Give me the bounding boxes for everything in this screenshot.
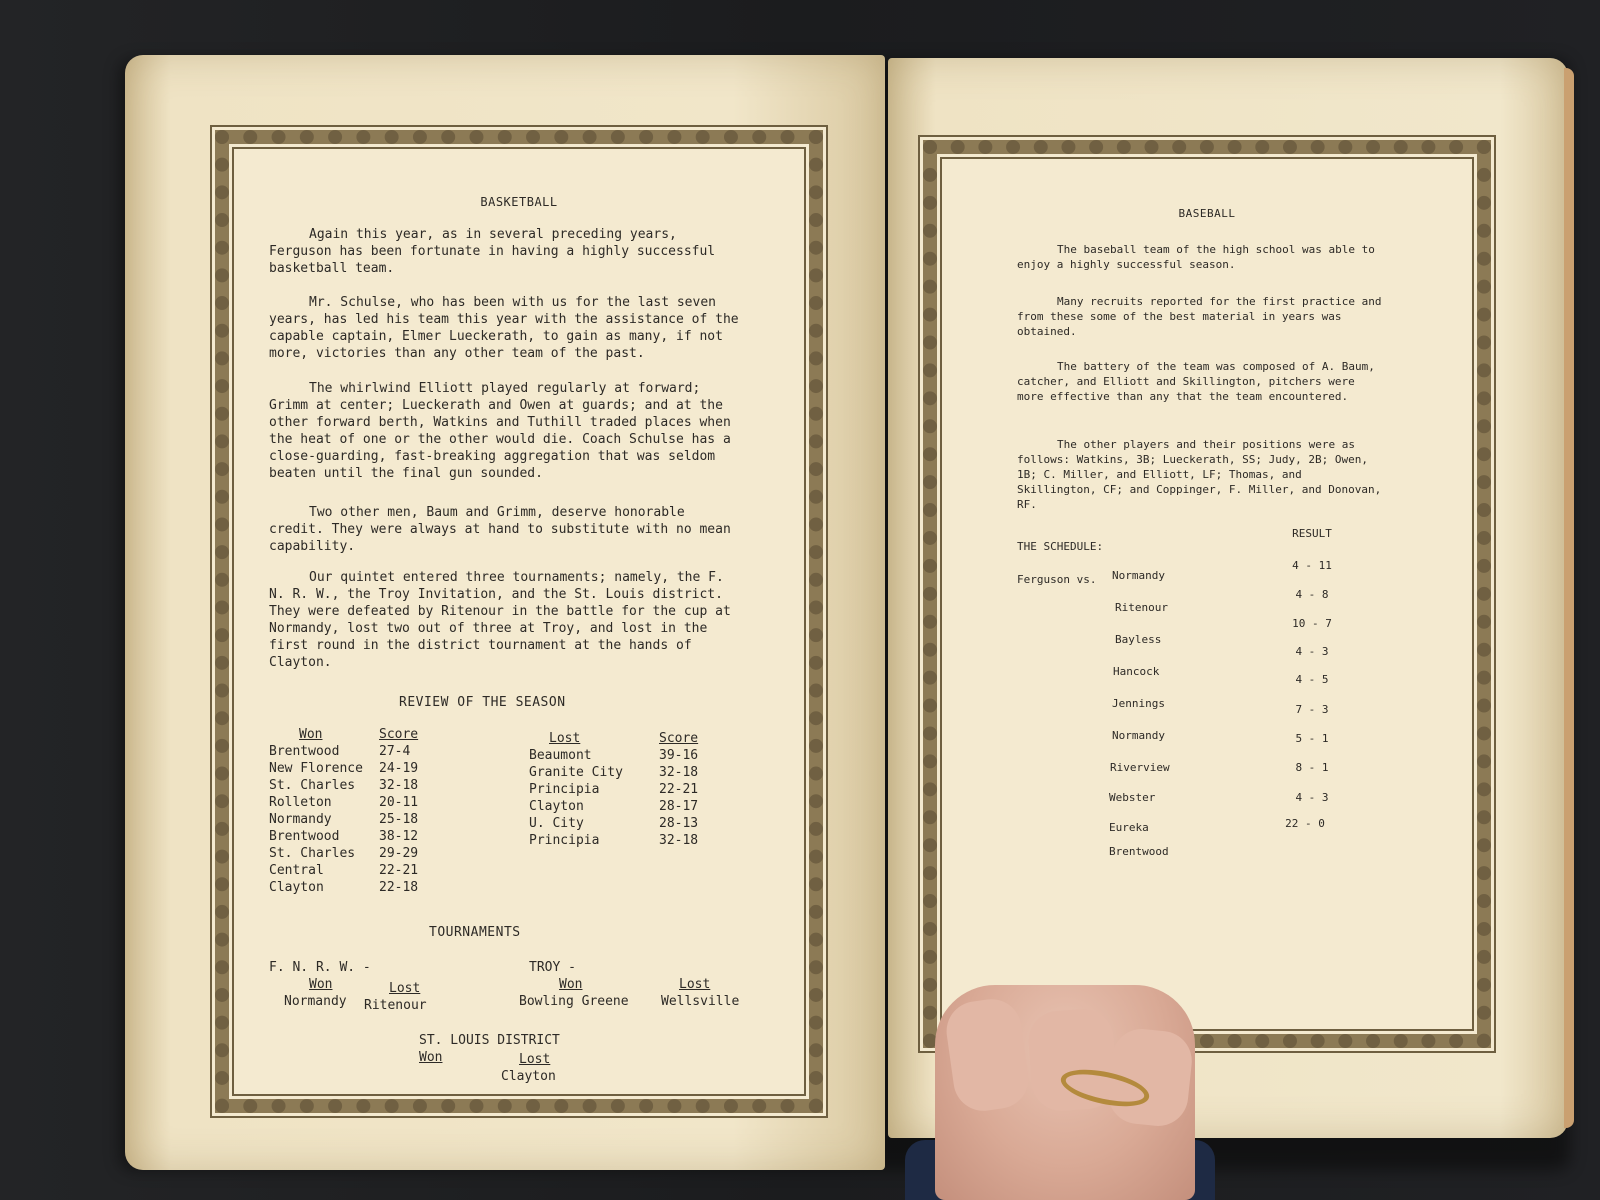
schedule-result-10: 22 - 0 <box>1285 817 1325 830</box>
won-score-3: 32-18 <box>379 778 419 793</box>
baseball-paragraph-4: The other players and their positions were as follows: Watkins, 3B; Lueckerath, SS; Judy, 2B; Owen, 1B; C. Miller, and Elliott, LF; Thomas, and Skillington, CF; and Coppinger, F. Miller, and Donovan, RF. <box>1017 438 1382 511</box>
left-page <box>125 55 885 1170</box>
right-page <box>888 58 1568 1138</box>
left-page-ornamental-border <box>215 130 823 1113</box>
schedule-team-10: Brentwood <box>1109 845 1169 858</box>
basketball-paragraph-3: The whirlwind Elliott played regularly at forward; Grimm at center; Lueckerath and Owen at guards; and at the other forward berth, Watkins and Tuthill traded places when the heat of one or the other would die. Coach Schulse has a close-guarding, fast-breaking aggregation that was seldom beaten until the final gun sounded. <box>269 381 731 481</box>
schedule-team-6: Normandy <box>1112 729 1165 742</box>
won-scores-column <box>379 726 418 896</box>
right-page-content <box>937 154 1477 1034</box>
schedule-result-8: 8 - 1 <box>1295 761 1329 774</box>
schedule-team-1: Normandy <box>1112 569 1165 582</box>
schedule-team-2: Ritenour <box>1115 601 1168 614</box>
lost-header: Lost <box>549 731 581 746</box>
stlouis-lost-team: Clayton <box>501 1069 556 1084</box>
stlouis-label: ST. LOUIS DISTRICT <box>419 1033 560 1048</box>
troy-label: TROY - <box>529 960 576 975</box>
schedule-result-3: 10 - 7 <box>1292 617 1332 630</box>
schedule-result-4: 4 - 3 <box>1295 645 1329 658</box>
basketball-paragraph-2: Mr. Schulse, who has been with us for the last seven years, has led his team this year with the assistance of the capable captain, Elmer Lueckerath, to gain as many, if not more, victories than any other team of the past. <box>269 295 739 361</box>
lost-score-6: 32-18 <box>659 833 699 848</box>
stlouis-tournament <box>419 1032 619 1083</box>
won-score-4: 20-11 <box>379 795 419 810</box>
won-games-column <box>269 726 363 896</box>
basketball-title: BASKETBALL <box>480 195 558 209</box>
baseball-paragraph-2: Many recruits reported for the first practice and from these some of the best material in years was obtained. <box>1017 295 1382 338</box>
troy-won-header: Won <box>559 977 583 992</box>
schedule-result-9: 4 - 3 <box>1295 791 1329 804</box>
schedule-heading: THE SCHEDULE: <box>1017 540 1104 553</box>
won-team-8: Central <box>269 863 324 878</box>
schedule-result-5: 4 - 5 <box>1295 673 1329 686</box>
troy-lost-header: Lost <box>679 977 711 992</box>
schedule-team-5: Jennings <box>1112 697 1165 710</box>
won-score-5: 25-18 <box>379 812 419 827</box>
lost-team-4: Clayton <box>529 799 584 814</box>
won-score-1: 27-4 <box>379 744 411 759</box>
left-page-content <box>229 144 809 1099</box>
baseball-title: BASEBALL <box>1178 207 1236 220</box>
lost-scores-column <box>659 730 698 849</box>
schedule-team-7: Riverview <box>1110 761 1170 774</box>
won-team-3: St. Charles <box>269 778 356 793</box>
fnrw-label: F. N. R. W. - <box>269 960 371 975</box>
won-team-9: Clayton <box>269 880 324 895</box>
baseball-paragraph-1: The baseball team of the high school was able to enjoy a highly successful season. <box>1017 243 1375 271</box>
troy-won-team: Bowling Greene <box>519 994 629 1009</box>
won-score-2: 24-19 <box>379 761 419 776</box>
review-heading: REVIEW OF THE SEASON <box>399 695 566 710</box>
tournaments-heading: TOURNAMENTS <box>429 925 521 940</box>
ferguson-vs-label: Ferguson vs. <box>1017 573 1097 586</box>
lost-team-6: Principia <box>529 833 600 848</box>
lost-team-5: U. City <box>529 816 584 831</box>
won-team-7: St. Charles <box>269 846 356 861</box>
lost-score-5: 28-13 <box>659 816 699 831</box>
troy-lost-team: Wellsville <box>661 994 740 1009</box>
basketball-paragraph-5: Our quintet entered three tournaments; namely, the F. N. R. W., the Troy Invitation, and the St. Louis district. They were defeated by Ritenour in the battle for the cup at Normandy, lost two out of three at Troy, and lost in the first round in the district tournament at the hands of Clayton. <box>269 570 731 670</box>
won-score-9: 22-18 <box>379 880 419 895</box>
basketball-paragraph-1: Again this year, as in several preceding years, Ferguson has been fortunate in having a highly successful basketball team. <box>269 227 716 276</box>
won-team-5: Normandy <box>269 812 332 827</box>
won-team-6: Brentwood <box>269 829 340 844</box>
lost-score-2: 32-18 <box>659 765 699 780</box>
lost-score-4: 28-17 <box>659 799 699 814</box>
schedule-result-1: 4 - 11 <box>1292 559 1332 572</box>
won-team-1: Brentwood <box>269 744 340 759</box>
won-header: Won <box>299 727 323 742</box>
fnrw-lost-team: Ritenour <box>364 998 427 1013</box>
baseball-paragraph-3: The battery of the team was composed of A. Baum, catcher, and Elliott and Skillington, pitchers were more effective than any that the team encountered. <box>1017 360 1375 403</box>
lost-games-column <box>529 730 623 849</box>
stlouis-won-header: Won <box>419 1050 443 1065</box>
result-header: RESULT <box>1292 527 1332 540</box>
fnrw-won-team: Normandy <box>284 994 347 1009</box>
fnrw-tournament <box>269 959 469 1013</box>
right-page-ornamental-border <box>923 140 1491 1048</box>
lost-team-1: Beaumont <box>529 748 592 763</box>
lost-score-3: 22-21 <box>659 782 699 797</box>
fnrw-won-header: Won <box>309 977 333 992</box>
schedule-team-9: Eureka <box>1109 821 1149 834</box>
fnrw-lost-header: Lost <box>389 981 421 996</box>
schedule-result-2: 4 - 8 <box>1295 588 1329 601</box>
schedule-result-7: 5 - 1 <box>1295 732 1329 745</box>
lost-team-2: Granite City <box>529 765 623 780</box>
schedule-team-4: Hancock <box>1113 665 1160 678</box>
basketball-paragraph-4: Two other men, Baum and Grimm, deserve honorable credit. They were always at hand to substitute with no mean capability. <box>269 505 731 554</box>
stlouis-lost-header: Lost <box>519 1052 551 1067</box>
schedule-team-3: Bayless <box>1115 633 1162 646</box>
troy-tournament <box>519 959 759 1010</box>
won-team-4: Rolleton <box>269 795 332 810</box>
schedule-team-8: Webster <box>1109 791 1156 804</box>
won-score-6: 38-12 <box>379 829 419 844</box>
won-score-header: Score <box>379 727 419 742</box>
won-score-8: 22-21 <box>379 863 419 878</box>
won-score-7: 29-29 <box>379 846 419 861</box>
lost-team-3: Principia <box>529 782 600 797</box>
lost-score-header: Score <box>659 731 699 746</box>
won-team-2: New Florence <box>269 761 363 776</box>
schedule-result-6: 7 - 3 <box>1295 703 1329 716</box>
lost-score-1: 39-16 <box>659 748 699 763</box>
